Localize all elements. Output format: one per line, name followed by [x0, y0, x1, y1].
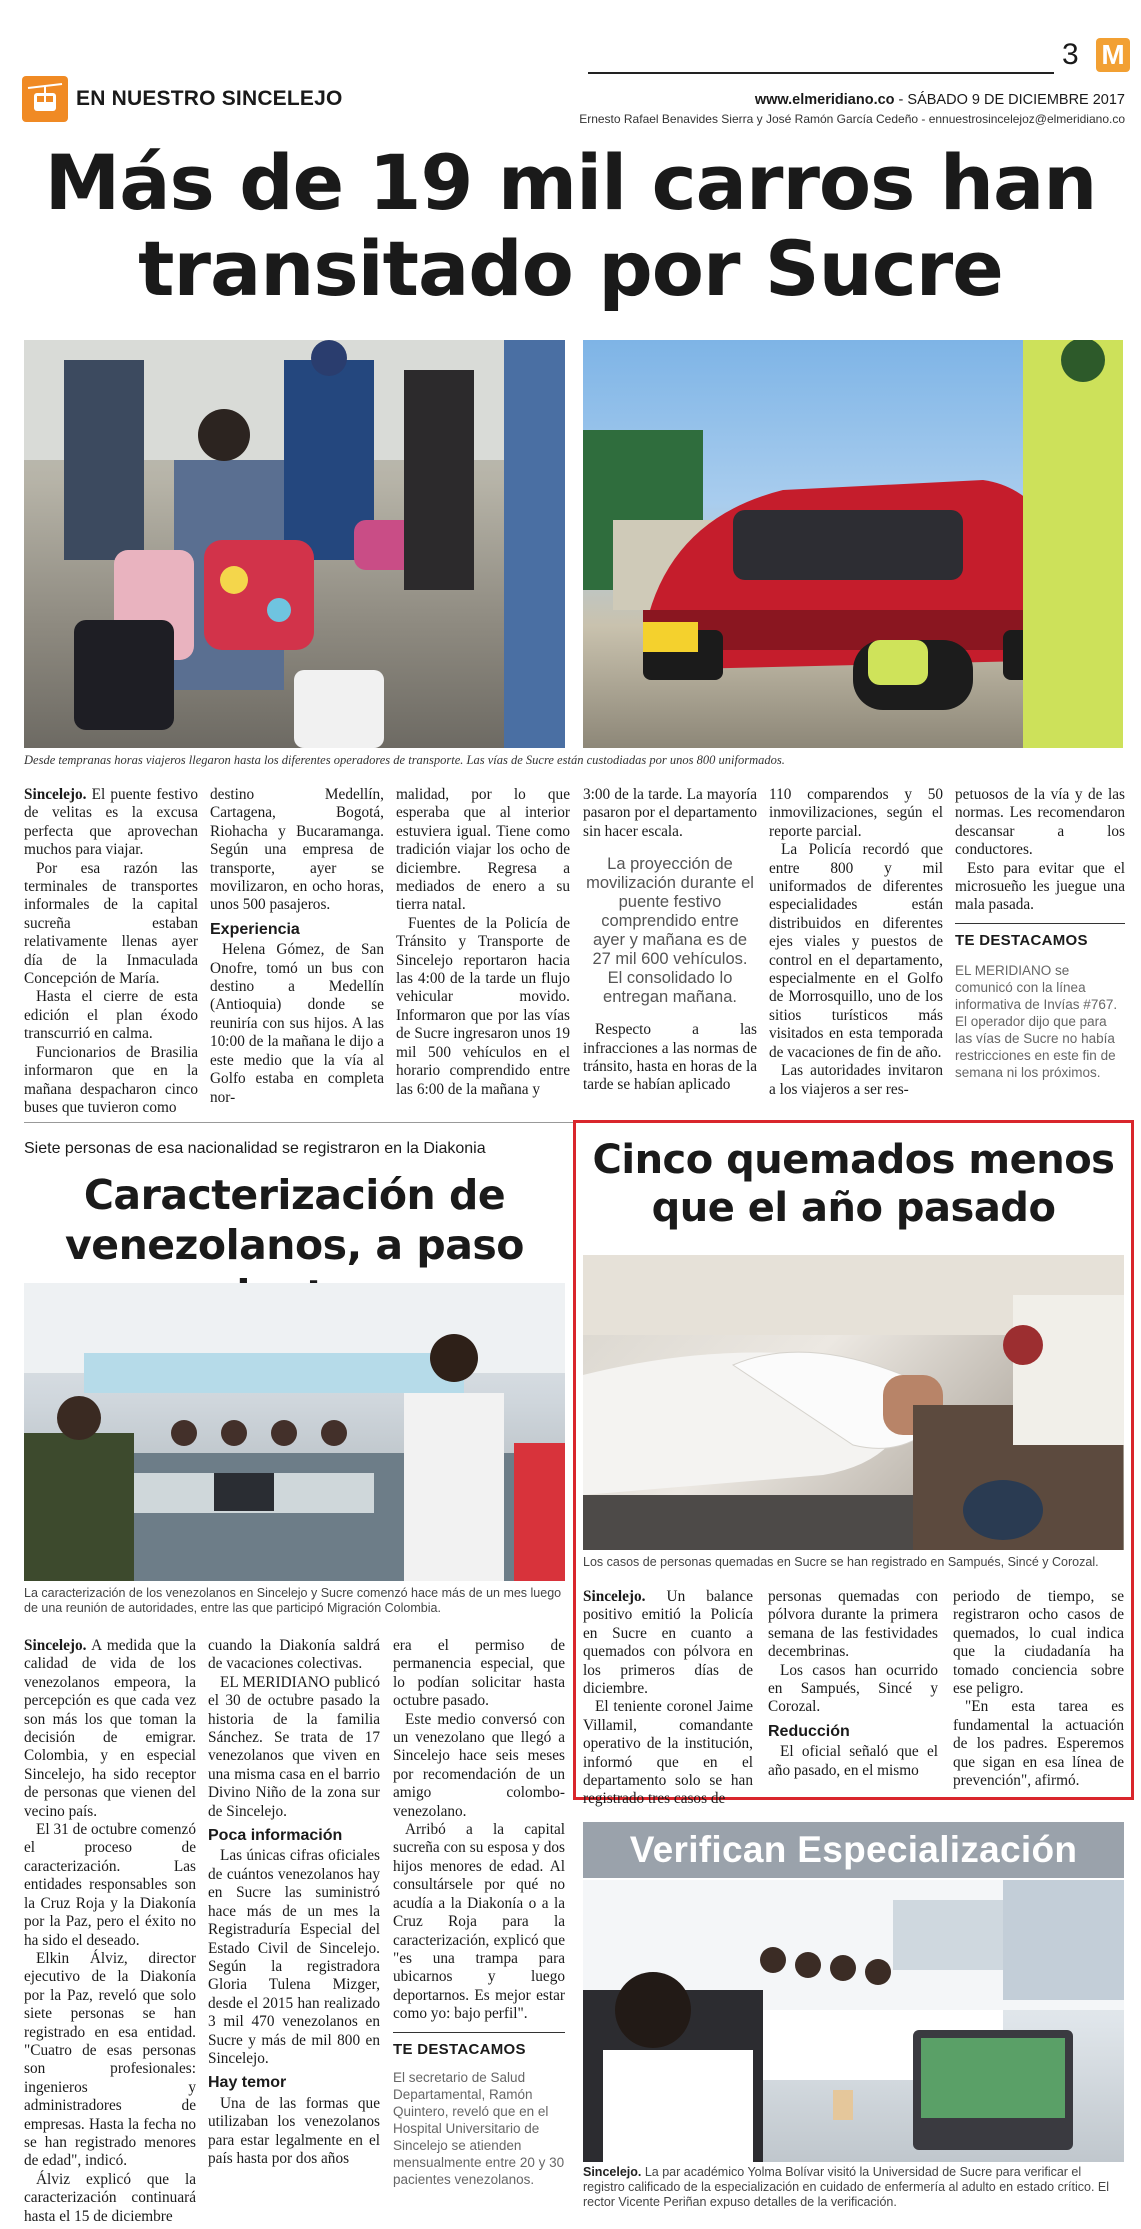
photo-bandaged-hand — [583, 1255, 1124, 1550]
main-pull-quote: La proyección de movilización durante el puente festivo comprendido entre ayer y mañana es de 27 mil 600 vehículos. El consolidado lo entregan mañana. — [586, 855, 754, 1007]
main-col5-p2: La Policía recordó que entre 800 y mil uniformados de diferentes especialidades están distribuidos en diferentes ejes viales y puestos de control en el departamento, especialmente en el Golfo de Morrosquillo, uno de los sitios turísticos más visitados en esta temporada de vacaciones de fin de año. — [769, 841, 943, 1061]
venezuela-photo-caption: La caracterización de los venezolanos en Sincelejo y Sucre comenzó hace más de un mes luego de una reunión de autoridades, entre las que participó Migración Colombia. — [24, 1586, 562, 1615]
photo-travelers-luggage — [24, 340, 565, 748]
burns-col3-p2: "En esta tarea es fundamental la actuación de los padres. Esperemos que sigan en esa línea de prevención", afirmó. — [953, 1698, 1124, 1790]
burns-col-3 — [953, 1588, 1124, 1790]
main-col2-p2: Helena Gómez, de San Onofre, tomó un bus con destino a Medellín (Antioquia) donde se reuniría con sus hijos. A las 10:00 de la mañana le dijo a este medio que la vía al Golfo estaba en completa nor- — [210, 941, 384, 1106]
burns-col3-p1: periodo de tiempo, se registraron ocho casos de quemados, lo cual indica que la ciudadanía ha tomado conciencia sobre ese peligro. — [953, 1588, 1124, 1698]
main-col1-p3: Hasta el cierre de esta edición el plan éxodo transcurrió en calma. — [24, 988, 198, 1043]
main-col-3 — [396, 786, 570, 1099]
burns-col2-p3: El oficial señaló que el año pasado, en el mismo — [768, 1743, 938, 1779]
main-col4-p1: 3:00 de la tarde. La mayoría pasaron por el departamento sin hacer escala. — [583, 786, 757, 840]
photo-university-meeting — [583, 1880, 1124, 2162]
burns-col2-p2: Los casos han ocurrido en Sampués, Sincé y Corozal. — [768, 1661, 938, 1716]
venezuela-subhead-temor: Hay temor — [208, 2074, 287, 2092]
main-col1-p4: Funcionarios de Brasilia informaron que en la mañana despacharon cinco buses que tuvieron como — [24, 1043, 198, 1116]
burns-headline-line2: que el año pasado — [651, 1185, 1056, 1231]
venezuela-col1-p4: Álviz explicó que la caracterización continuará hasta el 15 de diciembre — [24, 2170, 196, 2225]
specialization-caption: Sincelejo. La par académico Yolma Bolívar visitó la Universidad de Sucre para verificar el registro calificado de la especialización en cuidado de enfermería al adulto en estado crítico. El rector Vicente Periñan expuso detalles de la verificación. — [583, 2165, 1110, 2209]
main-col-1 — [24, 786, 198, 1117]
specialization-banner — [583, 1822, 1124, 1878]
section-title: EN NUESTRO SINCELEJO — [76, 87, 343, 110]
venezuela-headline-line2: venezolanos, a paso — [65, 1221, 524, 1269]
venezuela-subhead-info: Poca información — [208, 1827, 343, 1845]
main-col-5 — [769, 786, 943, 1099]
photo-meeting-room — [24, 1283, 565, 1581]
issue-date: - SÁBADO 9 DE DICIEMBRE 2017 — [894, 92, 1125, 108]
main-col-4 — [583, 786, 757, 1095]
venezuela-col1-p1: Sincelejo. A medida que la calidad de vida de los venezolanos empeora, la percepción es que cada vez son más los que toman la decisión de emigrar. Colombia, y en especial Sincelejo, ha sido receptor de personas que vienen del vecino país. — [24, 1637, 196, 1820]
venezuela-kicker: Siete personas de esa nacionalidad se registraron en la Diakonia — [24, 1140, 486, 1157]
main-headline — [0, 140, 1141, 312]
main-photo-caption: Desde tempranas horas viajeros llegaron hasta los diferentes operadores de transporte. Las vías de Sucre están custodiadas por unos 800 uniformados. — [24, 753, 785, 767]
main-headline-line2: transitado por Sucre — [138, 224, 1003, 313]
venezuela-col1-p3: Elkin Álviz, director ejecutivo de la Diakonía por la Paz, reveló que solo siete personas se han registrado en esa entidad. "Cuatro de esas personas son profesionales: ingenieros y administradores de empresas. Hasta la fecha no se han registrado menores de edad", indicó. — [24, 1949, 196, 2170]
main-highlight-body: EL MERIDIANO se comunicó con la línea informativa de Invías #767. El operador dijo que para las vías de Sucre no había restricciones en este fin de semana ni los próximos. — [955, 963, 1118, 1081]
photo-police-dog-red-car — [583, 340, 1123, 748]
main-col1-p2: Por esa razón las terminales de transportes informales de la capital sucreña estaban relativamente llenas ayer día de la Inmaculada Concepción de María. — [24, 859, 198, 988]
venezuela-col2-p3: Las únicas cifras oficiales de cuántos venezolanos hay en Sucre las suministró hace más de un mes la Registraduría Especial del Estado Civil de Sincelejo. Según la registradora Gloria Tulena Mizger, desde el 2015 han realizado 3 mil 470 venezolanos en Sucre y más de mil 800 en Sincelejo. — [208, 1847, 380, 2067]
main-col1-p1: Sincelejo. El puente festivo de velitas es la excusa perfecta que aprovechan muchos para viajar. — [24, 786, 198, 859]
brand-logo-letter: M — [1101, 39, 1125, 70]
venezuela-col2-p1: cuando la Diakonía saldrá de vacaciones colectivas. — [208, 1637, 380, 1673]
venezuela-headline-line1: Caracterización de — [83, 1171, 506, 1219]
main-col5-p1: 110 comparendos y 50 inmovilizaciones, según el reporte parcial. — [769, 786, 943, 840]
venezuela-highlight-body: El secretario de Salud Departamental, Ramón Quintero, reveló que en el Hospital Universitario de Sincelejo se atienden mensualmente entre 20 y 30 pacientes venezolanos. — [393, 2069, 565, 2187]
venezuela-col-3 — [393, 1637, 565, 2188]
main-col5-p3: Las autoridades invitaron a los viajeros a ser res- — [769, 1062, 943, 1098]
brand-logo — [1096, 38, 1130, 72]
main-col3-p1: malidad, por lo que esperaba que al interior estuviera igual. Tiene como tradición viajar los ocho de diciembre. Regresa a mediados de enero a su tierra natal. — [396, 786, 570, 914]
main-highlight-heading: TE DESTACAMOS — [955, 923, 1125, 950]
main-col6-p2: Esto para evitar que el microsueño les juegue una mala pasada. — [955, 859, 1125, 914]
burns-subhead-reduccion: Reducción — [768, 1722, 850, 1740]
burns-dateline: Sincelejo. — [583, 1588, 646, 1605]
venezuela-dateline: Sincelejo. — [24, 1637, 87, 1654]
main-col-6 — [955, 786, 1125, 1081]
main-headline-line1: Más de 19 mil carros han — [44, 138, 1097, 227]
venezuela-col-1 — [24, 1637, 196, 2226]
main-col4-p2: Respecto a las infracciones a las normas de tránsito, hasta en horas de la tarde se habían aplicado — [583, 1021, 757, 1094]
burns-photo-caption: Los casos de personas quemadas en Sucre se han registrado en Sampués, Sincé y Corozal. — [583, 1555, 1099, 1569]
specialization-dateline: Sincelejo. — [583, 2165, 642, 2179]
main-col-2 — [210, 786, 384, 1107]
burns-col1-p1: Sincelejo. Un balance positivo emitió la Policía en Sucre en cuanto a quemados con pólvora en los primeros días de diciembre. — [583, 1588, 753, 1698]
header-rule — [588, 72, 1054, 74]
venezuela-col2-p2: EL MERIDIANO publicó el 30 de octubre pasado la historia de la familia Sánchez. Se trata de 17 venezolanos que viven en una misma casa en el barrio Divino Niño de la zona sur de Sincelejo. — [208, 1673, 380, 1820]
page-number: 3 — [1062, 38, 1079, 71]
venezuela-col3-p3: Arribó a la capital sucreña con su esposa y dos hijos menores de edad. Al consultársele por qué no acudía a la Diakonía o a la Cruz Roja para la caracterización, explicó que "es una trampa para ubicarnos y luego deportarnos. Es mejor estar como yo: bajo perfil". — [393, 1821, 565, 2023]
cable-car-icon — [22, 76, 68, 122]
burns-headline — [578, 1136, 1129, 1232]
burns-col1-p2: El teniente coronel Jaime Villamil, comandante operativo de la institución, informó que en el departamento solo se han registrado tres casos de — [583, 1698, 753, 1808]
burns-col-2 — [768, 1588, 938, 1780]
specialization-banner-title: Verifican Especialización — [629, 1829, 1078, 1870]
byline: Ernesto Rafael Benavides Sierra y José Ramón García Cedeño - ennuestrosincelejoz@elmeridiano.co — [579, 112, 1125, 126]
main-col6-p1: petuosos de la vía y de las normas. Les recomendaron descansar a los conductores. — [955, 786, 1125, 859]
main-col2-p1: destino Medellín, Cartagena, Bogotá, Riohacha y Bucaramanga. Según una empresa de transporte, ayer se movilizaron, en ocho horas, unos 500 pasajeros. — [210, 786, 384, 914]
venezuela-col3-p2: Este medio conversó con un venezolano que llegó a Sincelejo hace seis meses por recomendación de un amigo colombo-venezolano. — [393, 1710, 565, 1820]
masthead-line — [755, 92, 1125, 108]
venezuela-col3-p1: era el permiso de permanencia especial, que lo podían solicitar hasta octubre pasado. — [393, 1637, 565, 1710]
main-subhead-experiencia: Experiencia — [210, 920, 300, 938]
venezuela-col-2 — [208, 1637, 380, 2168]
venezuela-highlight-heading: TE DESTACAMOS — [393, 2032, 565, 2059]
burns-col2-p1: personas quemadas con pólvora durante la primera semana de las festividades decembrinas. — [768, 1588, 938, 1661]
site-url[interactable]: www.elmeridiano.co — [754, 92, 895, 108]
section-badge — [22, 76, 68, 122]
venezuela-col1-p2: El 31 de octubre comenzó el proceso de caracterización. Las entidades responsables son la Cruz Roja y la Diakonía por la Paz, pero el éxito no ha sido el deseado. — [24, 1821, 196, 1949]
venezuela-col2-p4: Una de las formas que utilizaban los venezolanos para estar legalmente en el país hasta por dos años — [208, 2094, 380, 2167]
main-col3-p2: Fuentes de la Policía de Tránsito y Transporte de Sincelejo reportaron hacia las 4:00 de la tarde un flujo vehicular movido. Informaron que por las vías de Sucre ingresaron unos 19 mil 500 vehículos en el horario comprendido entre las 6:00 de la mañana y — [396, 914, 570, 1098]
main-dateline: Sincelejo. — [24, 786, 87, 803]
burns-headline-line1: Cinco quemados menos — [592, 1137, 1115, 1183]
burns-col-1 — [583, 1588, 753, 1809]
